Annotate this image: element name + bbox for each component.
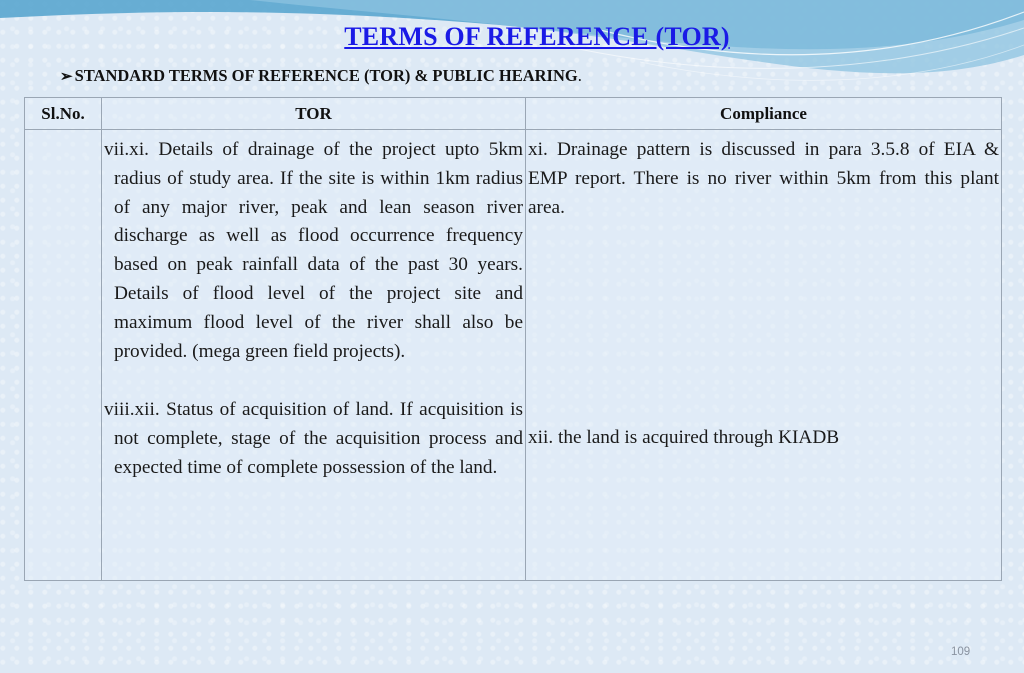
sl-no-cell (25, 130, 102, 581)
page-number: 109 (951, 646, 971, 658)
tor-item-drainage: vii.xi. Details of drainage of the project upto 5km radius of study area. If the site is within 1km radius of any major river, peak and lean season river discharge as well as flood occurrence frequency based on peak rainfall data of the past 30 years. Details of flood level of the project site and maximum flood level of the river shall also be provided. (mega green field projects). (104, 139, 523, 362)
subtitle-period: . (577, 66, 582, 85)
header-tor: TOR (102, 98, 526, 130)
header-compliance: Compliance (526, 98, 1002, 130)
section-subtitle (60, 66, 582, 86)
table-header-row (25, 98, 1002, 130)
compliance-item-land: xii. the land is acquired through KIADB (528, 427, 840, 449)
arrow-bullet-icon: ➢ (60, 68, 73, 85)
page-title: TERMS OF REFERENCE (TOR) (344, 22, 730, 51)
subtitle-text: STANDARD TERMS OF REFERENCE (TOR) & PUBLIC HEARING (74, 66, 578, 85)
tor-cell (102, 130, 526, 581)
table-row (25, 130, 1002, 581)
decorative-swoosh (0, 0, 1024, 110)
header-sl-no: Sl.No. (25, 98, 102, 130)
compliance-item-drainage: xi. Drainage pattern is discussed in para 3.5.8 of EIA & EMP report. There is no river within 5km from this plant area. (528, 139, 999, 218)
tor-table (24, 97, 1002, 581)
compliance-cell (526, 130, 1002, 581)
tor-item-land-acquisition: viii.xii. Status of acquisition of land. If acquisition is not complete, stage of the acquisition process and expected time of complete possession of the land. (104, 399, 523, 478)
